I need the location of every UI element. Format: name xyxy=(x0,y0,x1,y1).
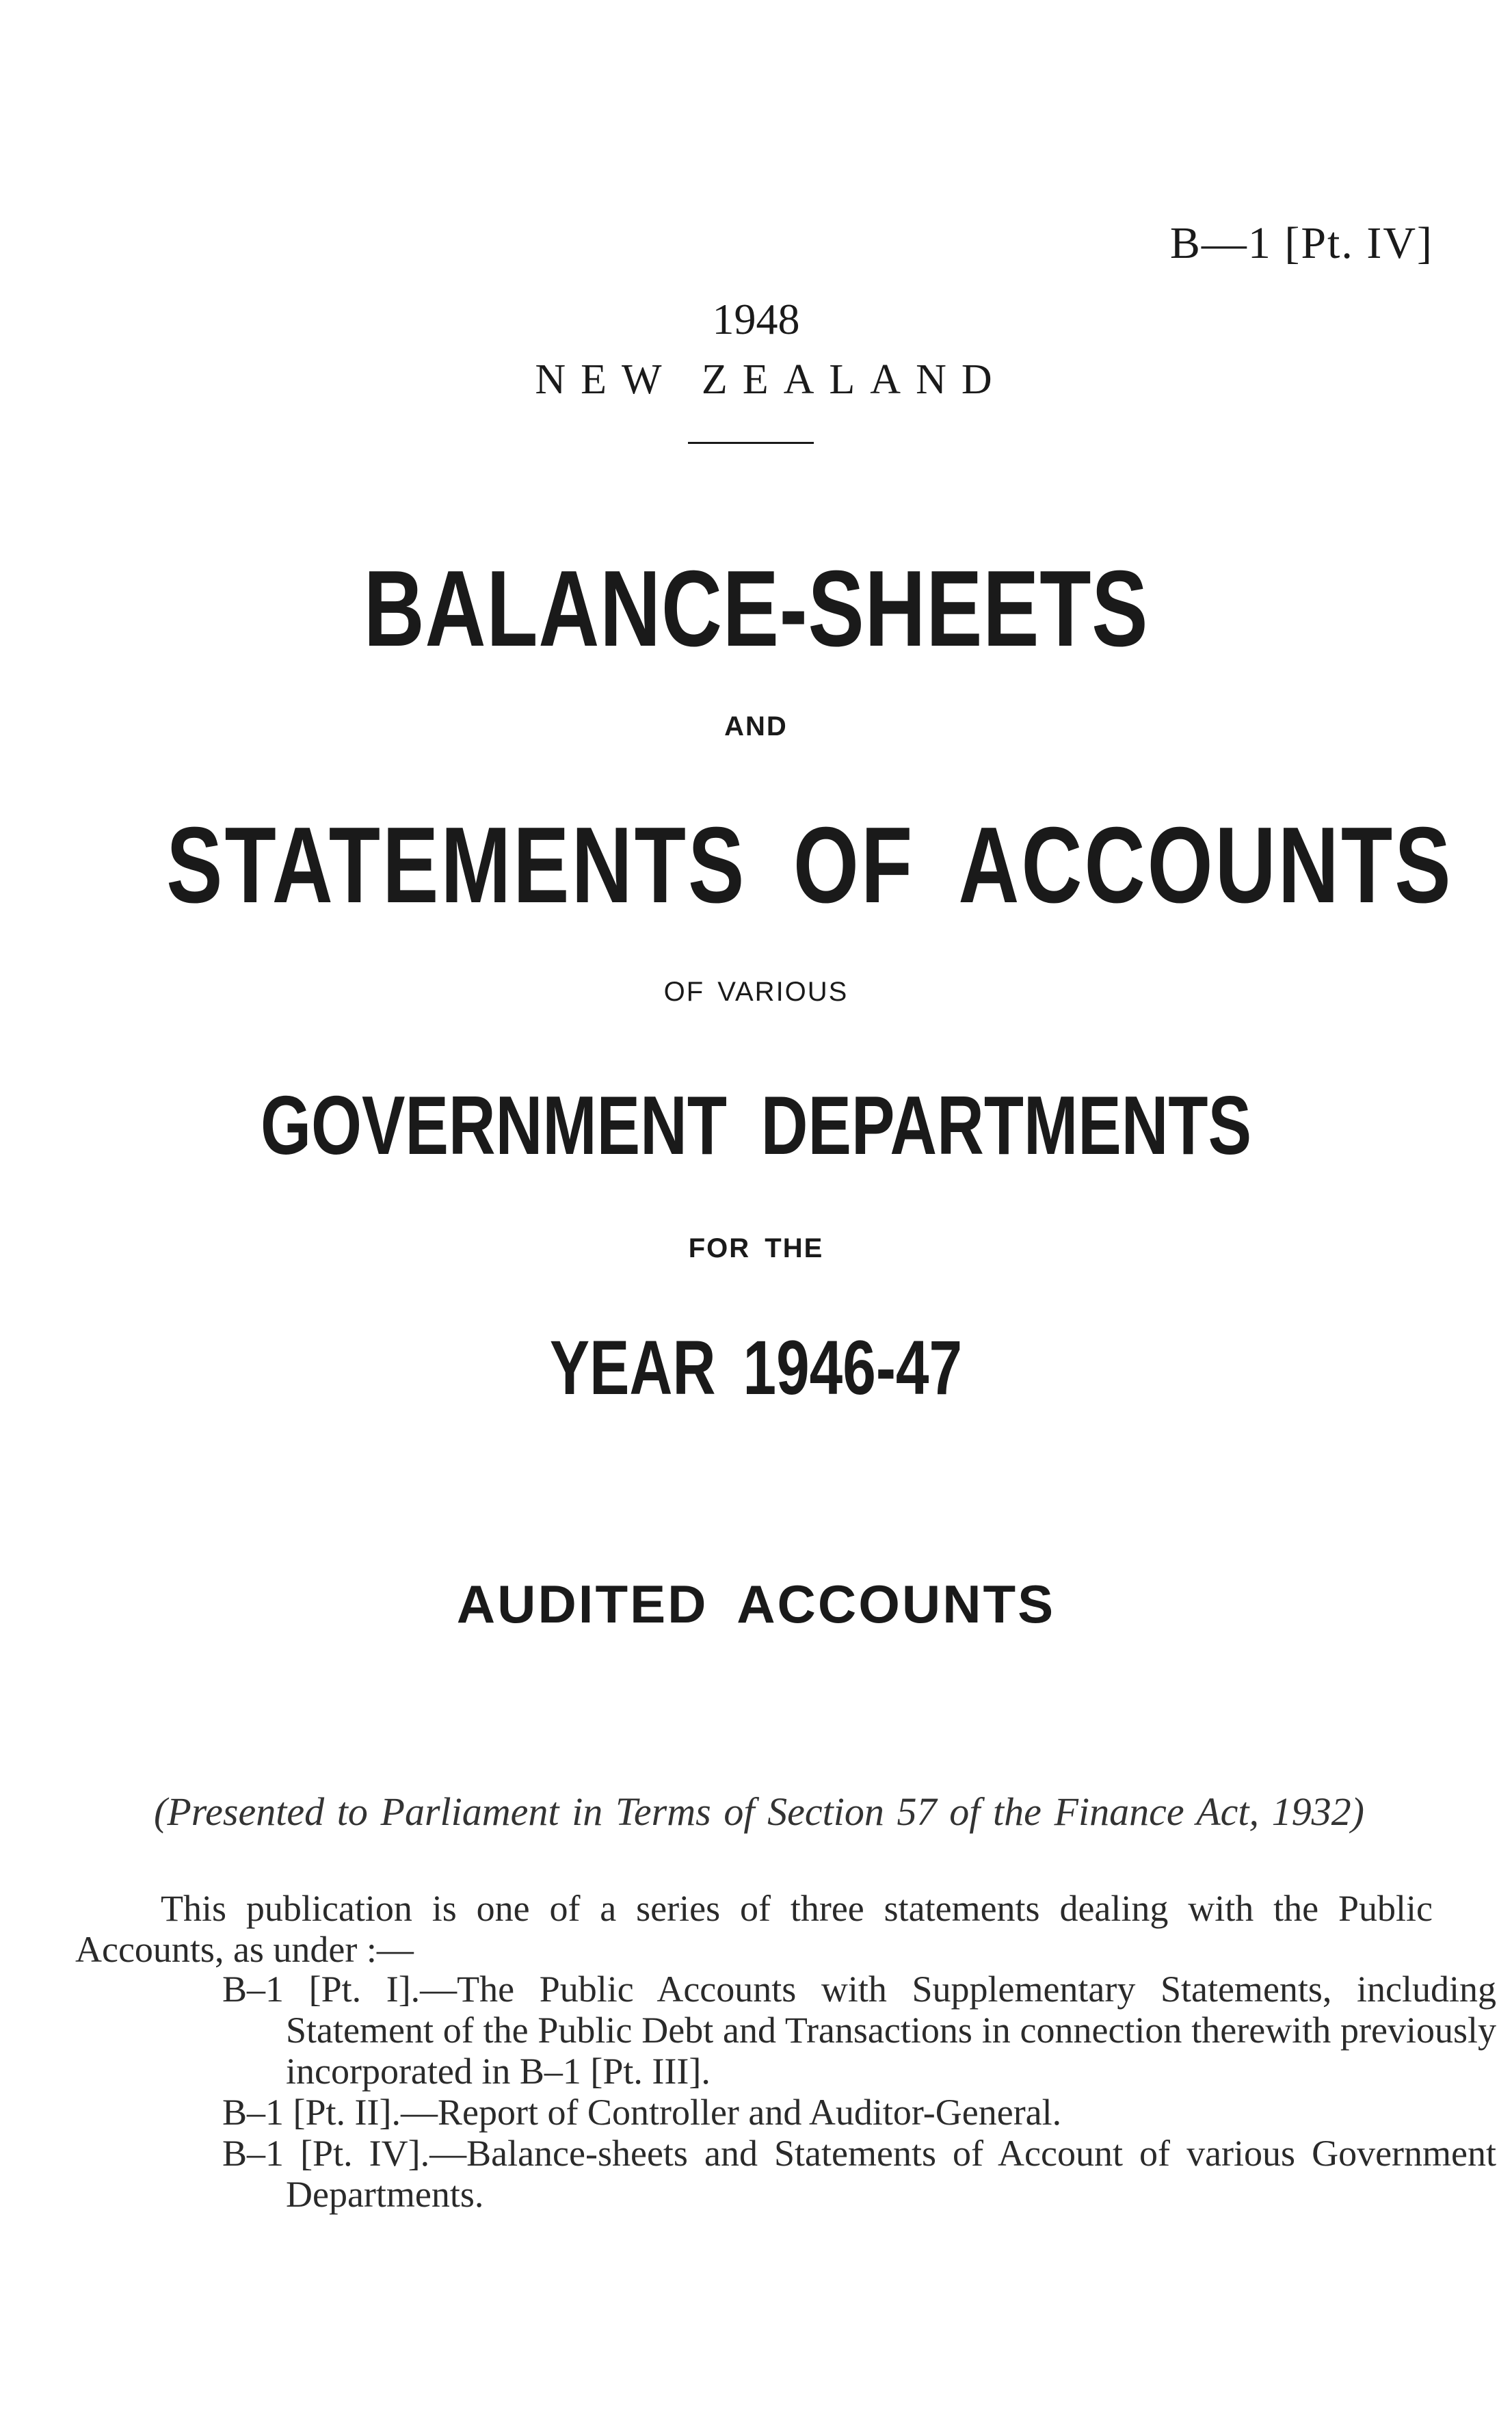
period-title: YEAR 1946-47 xyxy=(549,1325,963,1410)
country-heading: NEW ZEALAND xyxy=(535,356,1007,403)
connector-for-the: FOR THE xyxy=(688,1233,824,1263)
intro-line-2: Accounts, as under :— xyxy=(75,1929,414,1970)
main-title-2: STATEMENTS OF ACCOUNTS xyxy=(166,805,1453,925)
document-reference xyxy=(1170,218,1433,270)
presented-note: (Presented to Parliament in Terms of Section 57 of the Finance Act, 1932) xyxy=(154,1789,1364,1834)
list-item: B–1 [Pt. I].—The Public Accounts with Supplementary Statements, including Statement of the Public Debt and Transactions in connection therewith previously incorporated in B–1 [Pt. III]. xyxy=(222,1969,1496,2092)
connector-various: OF VARIOUS xyxy=(663,977,849,1007)
connector-and: AND xyxy=(724,711,788,741)
heading-divider xyxy=(688,442,814,444)
document-year: 1948 xyxy=(712,295,800,343)
main-title-3: GOVERNMENT DEPARTMENTS xyxy=(260,1079,1252,1172)
main-title: BALANCE-SHEETS xyxy=(363,549,1149,669)
reference-code: B—1 xyxy=(1169,218,1272,268)
list-item: B–1 [Pt. IV].—Balance-sheets and Statements of Account of various Government Departments. xyxy=(222,2133,1496,2215)
reference-part: [Pt. IV] xyxy=(1284,218,1433,268)
list-item: B–1 [Pt. II].—Report of Controller and Auditor-General. xyxy=(222,2092,1062,2133)
audited-accounts-heading: AUDITED ACCOUNTS xyxy=(456,1574,1056,1634)
intro-line-1: This publication is one of a series of three statements dealing with the Public xyxy=(161,1888,1433,1929)
intro-paragraph xyxy=(75,1888,1433,1970)
